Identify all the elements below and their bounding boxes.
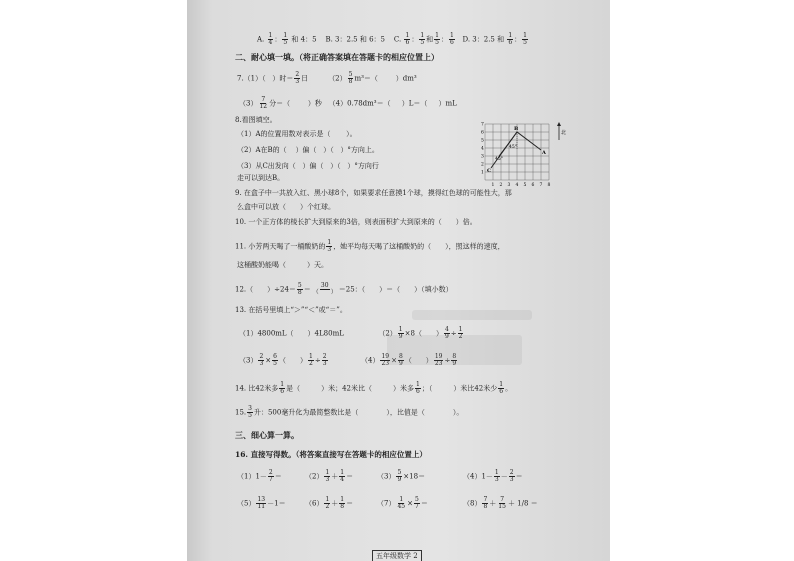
q9-line1: 9. 在盒子中一共放入红、黑小球8个，如果要求任意摸1个球，摸得红色球的可能性大，那 [235, 189, 512, 197]
page-footer [372, 550, 422, 561]
fraction: $\frac{30}{( )}$ [312, 282, 337, 296]
option-c: C. [393, 35, 402, 44]
fraction: $\frac{1}{3}$ [327, 239, 332, 253]
y-tick-label: 3 [481, 154, 484, 160]
fraction: $\frac{1}{5}$ [283, 32, 288, 46]
fraction: $\frac{8}{9}$ [452, 353, 457, 367]
fraction: $\frac{2}{3}$ [259, 353, 264, 367]
option-a-tail: 和 4：5 [291, 35, 317, 44]
y-tick-label: 7 [481, 122, 484, 128]
x-tick-label: 6 [531, 183, 535, 188]
coordinate-grid [481, 120, 567, 192]
bleed-through-shadow [387, 335, 522, 365]
q16-problem: （6） $\frac{1}{2}$ ＋ $\frac{1}{8}$ ＝ [305, 496, 354, 510]
y-tick-label: 1 [481, 170, 484, 176]
y-tick-label: 2 [481, 162, 484, 168]
angle-label-1: 45° [495, 157, 503, 162]
x-tick-label: 7 [539, 183, 543, 188]
q11-line1: 11. 小芳两天喝了一桶酸奶的 $\frac{1}{3}$ ，她平均每天喝了这桶酸奶的（ ），照这样的速度， [235, 239, 505, 253]
q7-line2: （3） $\frac{7}{12}$ 分＝（ ）秒 （4）0.78dm³＝（ ）L＝（ ）mL [239, 96, 457, 110]
q16-title: 16. 直接写得数。（将答案直接写在答题卡的相应位置上） [235, 450, 427, 459]
x-tick-labels [492, 182, 551, 188]
x-tick-label: 4 [515, 183, 519, 188]
fraction: $\frac{1}{6}$ [405, 32, 410, 46]
y-tick-labels [481, 122, 484, 176]
x-tick-label: 5 [523, 183, 527, 188]
fraction: $\frac{19}{23}$ [381, 353, 390, 367]
q8-line4: 走可以到达B。 [237, 174, 285, 182]
fraction: $\frac{2}{7}$ [268, 469, 273, 483]
fraction: $\frac{1}{6}$ [499, 381, 504, 395]
fraction: $\frac{1}{6}$ [508, 32, 513, 46]
q9-line2: 么盒中可以放（ ）个红球。 [237, 203, 335, 211]
fraction: $\frac{1}{5}$ [435, 32, 439, 46]
fraction: $\frac{2}{3}$ [509, 469, 514, 483]
fraction: $\frac{1}{2}$ [325, 496, 330, 510]
fraction: $\frac{1}{6}$ [416, 381, 420, 395]
fraction: $\frac{1}{45}$ [397, 496, 406, 510]
fraction: $\frac{1}{2}$ [309, 353, 313, 367]
fraction: $\frac{4}{9}$ [444, 326, 449, 340]
section3-title: 三、细心算一算。 [235, 430, 299, 440]
angle-label-2: 45° [509, 145, 517, 150]
fraction: $\frac{1}{6}$ [280, 381, 285, 395]
section2-title: 二、耐心填一填。（将正确答案填在答题卡的相应位置上） [235, 52, 439, 62]
q8-line1: （1）A的位置用数对表示是（ ）。 [237, 130, 357, 138]
option-d: D. 3：2.5 和 [462, 35, 505, 44]
fraction: $\frac{1}{5}$ [523, 32, 527, 46]
q8-line2: （2）A在B的（ ）偏（ ）（ ）°方向上。 [237, 146, 379, 154]
footer-label: 五年级数学 2 [372, 550, 422, 561]
x-tick-label: 3 [507, 183, 511, 188]
fraction: $\frac{19}{23}$ [434, 353, 443, 367]
fraction: $\frac{8}{9}$ [398, 353, 403, 367]
fraction: $\frac{3}{5}$ [248, 405, 252, 419]
q16-problem: （5） $\frac{13}{11}$ －1＝ [237, 496, 286, 510]
q12: 12.（ ）÷24＝ $\frac{5}{8}$ ＝ $\frac{30}{( )}$ ＝25：（ ）＝（ ）（填小数） [235, 282, 453, 296]
fraction: $\frac{7}{8}$ [483, 496, 488, 510]
option-a: A. [257, 35, 265, 44]
fraction: $\frac{5}{9}$ [397, 469, 402, 483]
x-tick-label: 8 [547, 183, 551, 188]
q16-problem: （8） $\frac{7}{8}$ ＋ $\frac{7}{15}$ ＋ 1/8 ＝ [463, 496, 538, 510]
point-a-label: A [542, 150, 546, 156]
fraction: $\frac{1}{2}$ [458, 326, 463, 340]
option-b: B. 3：2.5 和 6：5 [325, 35, 385, 44]
fraction: $\frac{1}{3}$ [325, 469, 330, 483]
path-line-ca [499, 132, 517, 156]
q14: 14. 比42米多 $\frac{1}{6}$ 是（ ）米；42米比（ ）米多 $\frac{1}{6}$ ；（ ）米比42米少 $\frac{1}{6}$ 。 [235, 381, 513, 395]
fraction: $\frac{1}{9}$ [398, 326, 403, 340]
fraction: $\frac{5}{8}$ [348, 71, 353, 85]
fraction: $\frac{1}{4}$ [340, 469, 345, 483]
q8-line3: （3）从C出发向（ ）偏（ ）（ ）°方向行 [237, 162, 379, 170]
q16-problem: （2） $\frac{1}{3}$ ＋ $\frac{1}{4}$ ＝ [305, 469, 354, 483]
fraction: $\frac{1}{6}$ [449, 32, 454, 46]
fraction: $\frac{2}{3}$ [295, 71, 300, 85]
fraction: $\frac{5}{7}$ [414, 496, 419, 510]
point-b-label: B [514, 126, 519, 132]
fraction: $\frac{7}{15}$ [498, 496, 506, 510]
north-label: 北 [561, 130, 567, 136]
fraction: $\frac{1}{4}$ [268, 32, 273, 46]
x-tick-label: 1 [491, 183, 495, 188]
y-tick-label: 4 [481, 146, 484, 152]
fraction: $\frac{5}{8}$ [297, 282, 302, 296]
point-c-label: C [487, 168, 491, 174]
q10: 10. 一个正方体的棱长扩大到原来的3倍，则表面积扩大到原来的（ ）倍。 [235, 218, 477, 226]
q6-options: A. $\frac{1}{4}$ ： $\frac{1}{5}$ 和 4：5 B. 3：2.5 和 6：5 C. $\frac{1}{6}$ ： $\frac{1}{5}$ 和 $\frac{1}{5}$ ： $\frac{1}{6}$ D. 3：2.5 和 $\frac{1}{6}$ ： $\frac{1}{5}$ [257, 32, 527, 46]
bleed-through-shadow [412, 310, 532, 320]
q16-problem: （4）1－ $\frac{1}{3}$ － $\frac{2}{3}$ ＝ [463, 469, 523, 483]
x-tick-label: 2 [499, 183, 503, 188]
q15: 15. $\frac{3}{5}$ 升：500毫升化为最简整数比是（ ），比值是（ ）。 [235, 405, 464, 419]
fraction: $\frac{13}{11}$ [257, 496, 266, 510]
q13-row2: （3） $\frac{2}{3}$ × $\frac{6}{5}$ （ ） $\frac{1}{2}$ ÷ $\frac{2}{3}$ （4） $\frac{19}{23}$ × $\frac{8}{9}$ （ ） $\frac{19}{23}$ ÷ $\frac{8}{9}$ [239, 353, 457, 367]
exam-paper [187, 0, 610, 561]
q11-line2: 这桶酸奶能喝（ ）天。 [237, 261, 328, 269]
y-tick-label: 5 [481, 138, 484, 144]
fraction: $\frac{7}{12}$ [259, 96, 268, 110]
y-tick-label: 6 [481, 130, 484, 136]
fraction: $\frac{1}{5}$ [420, 32, 425, 46]
q16-problem: （7） $\frac{1}{45}$ × $\frac{5}{7}$ ＝ [377, 496, 428, 510]
fraction: $\frac{6}{5}$ [273, 353, 277, 367]
q13-title: 13. 在括号里填上“＞”“＜”或“＝”。 [235, 306, 347, 314]
q8-title: 8.看图填空。 [235, 116, 277, 124]
q13-row1: （1）4800mL（ ）4L80mL （2） $\frac{1}{9}$ ×8（ ） $\frac{4}{9}$ ÷ $\frac{1}{2}$ [239, 326, 463, 340]
path-line [491, 132, 541, 168]
fraction: $\frac{1}{8}$ [340, 496, 345, 510]
q16-problem: （3） $\frac{5}{9}$ ×18＝ [377, 469, 426, 483]
fraction: $\frac{1}{3}$ [494, 469, 499, 483]
fraction: $\frac{2}{3}$ [322, 353, 327, 367]
q7-line1: 7.（1）（ ）时＝ $\frac{2}{3}$ 日 （2） $\frac{5}{8}$ m³＝（ ）dm³ [237, 71, 417, 85]
q16-problem: （1）1－ $\frac{2}{7}$ ＝ [237, 469, 282, 483]
north-arrowhead-icon [557, 122, 561, 126]
